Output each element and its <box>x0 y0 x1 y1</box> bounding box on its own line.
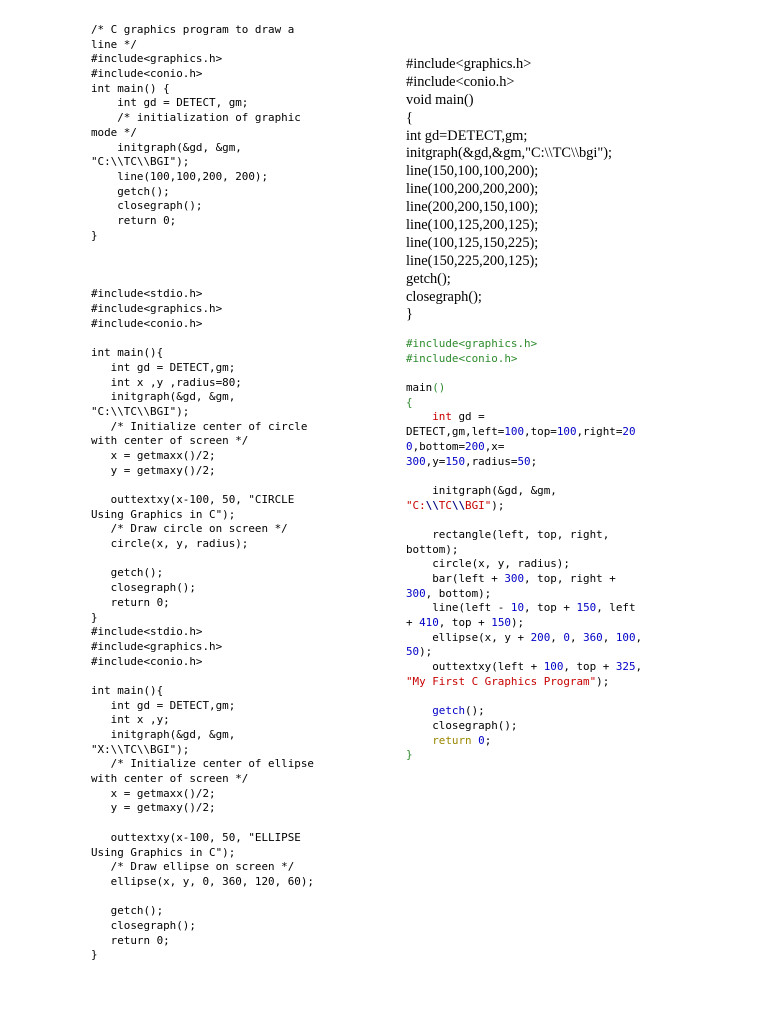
code-line: circle(x, y, radius); <box>91 537 249 551</box>
code-token: rectangle(left, top, right, <box>406 527 610 541</box>
code-line <box>91 258 391 273</box>
code-line: /* C graphics program to draw a <box>91 23 295 36</box>
code-token: 0 <box>406 439 413 453</box>
highlighted-code-line <box>406 660 706 675</box>
highlighted-code-line <box>406 543 706 558</box>
highlighted-code-line <box>406 513 706 528</box>
code-token <box>406 734 432 747</box>
code-line <box>91 273 391 288</box>
code-line: int x ,y ,radius=80; <box>91 375 242 389</box>
code-token: 50 <box>406 645 420 659</box>
code-line: int x ,y; <box>91 713 170 727</box>
code-line: getch(); <box>406 270 451 287</box>
code-token: ); <box>510 616 525 630</box>
highlighted-code-line <box>406 719 706 734</box>
highlighted-code-line <box>406 425 706 440</box>
code-line: "C:\\TC\\BGI"); <box>91 155 190 169</box>
code-line: int main(){ <box>91 683 164 697</box>
highlighted-code-line <box>406 587 706 602</box>
highlighted-code-line <box>406 396 706 411</box>
code-line: closegraph(); <box>406 288 482 305</box>
code-line: int main(){ <box>91 346 164 360</box>
code-line: #include<graphics.h> <box>91 302 223 316</box>
code-token: ,y= <box>425 454 446 468</box>
code-line: #include<conio.h> <box>91 316 203 330</box>
code-token: line(left - <box>406 601 511 615</box>
right-top-code-column <box>406 56 706 324</box>
code-token: , left <box>596 601 636 615</box>
code-line: closegraph(); <box>91 199 203 213</box>
code-line: initgraph(&gd,&gm,"C:\\TC\\bgi"); <box>406 145 613 162</box>
highlighted-code-line <box>406 734 706 749</box>
code-line: line(150,100,100,200); <box>406 163 539 180</box>
code-line <box>91 552 391 567</box>
code-token: , top + <box>524 601 577 615</box>
code-token: 0 <box>478 733 485 747</box>
code-token: , top, right + <box>524 572 616 585</box>
code-token: ellipse(x, y + <box>406 630 531 644</box>
code-token: 100 <box>556 425 577 439</box>
code-token: 100 <box>615 630 636 644</box>
code-token: ; <box>484 733 492 747</box>
code-token: \\ <box>425 498 439 512</box>
code-line: line(100,125,150,225); <box>406 234 539 251</box>
code-line: y = getmaxy()/2; <box>91 801 216 815</box>
code-line: "C:\\TC\\BGI"); <box>91 404 190 418</box>
code-token: (); <box>465 704 485 718</box>
code-line: outtextxy(x-100, 50, "ELLIPSE <box>91 830 301 844</box>
code-token: , <box>550 630 564 644</box>
code-token: { <box>406 395 413 409</box>
code-token: 100 <box>543 660 564 674</box>
code-line: getch(); <box>91 184 170 198</box>
code-line: line(150,225,200,125); <box>406 252 539 269</box>
code-token: ; <box>530 454 538 468</box>
code-line: void main() <box>406 91 474 108</box>
code-token: ,x= <box>484 439 505 453</box>
code-line: ellipse(x, y, 0, 360, 120, 60); <box>91 874 314 888</box>
code-token: return <box>432 733 472 747</box>
code-line <box>91 243 391 258</box>
code-token: BGI" <box>465 498 492 512</box>
code-token: 50 <box>517 454 531 468</box>
code-line <box>91 669 391 684</box>
code-line: y = getmaxy()/2; <box>91 463 216 477</box>
code-token: 300 <box>406 586 426 600</box>
code-line: /* Initialize center of circle <box>91 419 308 433</box>
code-token: 300 <box>504 572 525 585</box>
code-line: /* initialization of graphic <box>91 111 301 125</box>
code-line: #include<stdio.h> <box>91 287 203 301</box>
code-line: return 0; <box>91 213 177 227</box>
code-line: line(100,200,200,200); <box>406 181 539 198</box>
code-token: () <box>432 381 446 395</box>
code-token: initgraph(&gd, &gm, <box>406 483 557 497</box>
code-line: return 0; <box>91 595 170 609</box>
code-token: ,radius= <box>465 454 518 468</box>
code-token: main <box>406 381 433 395</box>
code-line: } <box>91 948 98 962</box>
code-token: 150 <box>576 601 597 615</box>
code-token: 200 <box>530 630 551 644</box>
code-token: 325 <box>615 660 636 674</box>
code-line: int main() { <box>91 81 170 95</box>
code-token: "C: <box>406 498 426 512</box>
code-line: initgraph(&gd, &gm, <box>91 390 236 404</box>
highlighted-code-line <box>406 337 706 352</box>
code-line: /* Draw ellipse on screen */ <box>91 860 295 874</box>
highlighted-code-line <box>406 499 706 514</box>
code-line: { <box>406 109 413 126</box>
code-token: DETECT,gm,left= <box>406 425 505 439</box>
code-token: , <box>635 630 643 644</box>
code-token: circle(x, y, radius); <box>406 557 570 571</box>
code-token: #include<graphics.h> <box>406 337 538 350</box>
code-token: outtextxy(left + <box>406 660 544 674</box>
highlighted-code-line <box>406 352 706 367</box>
code-line: return 0; <box>91 933 170 947</box>
highlighted-code-line <box>406 440 706 455</box>
code-token: closegraph(); <box>406 718 518 732</box>
code-token: ,bottom= <box>412 439 466 453</box>
code-token: , <box>569 630 584 644</box>
code-token: 200 <box>465 439 485 453</box>
code-line: line(200,200,150,100); <box>406 199 539 216</box>
code-line: int gd = DETECT,gm; <box>91 698 236 712</box>
highlighted-code-line <box>406 366 706 381</box>
code-line: #include<conio.h> <box>406 73 515 90</box>
code-token: 360 <box>583 630 603 644</box>
code-line: int gd = DETECT,gm; <box>91 360 236 374</box>
code-token: 0 <box>563 630 570 644</box>
code-line: #include<graphics.h> <box>91 639 223 653</box>
code-token: , bottom); <box>425 586 492 600</box>
code-token <box>406 410 432 423</box>
code-line: } <box>91 610 98 624</box>
left-code-column <box>91 23 391 963</box>
code-token: , top + <box>438 616 492 630</box>
code-token: ); <box>491 498 505 512</box>
code-token <box>406 704 432 717</box>
code-line: x = getmaxx()/2; <box>91 786 216 800</box>
highlighted-code-line <box>406 748 706 763</box>
code-line: } <box>91 228 98 242</box>
code-token: 10 <box>510 601 525 615</box>
code-line: #include<graphics.h> <box>406 56 532 72</box>
code-token: #include<conio.h> <box>406 351 518 365</box>
code-token: , <box>635 660 643 674</box>
code-token: ); <box>596 674 610 688</box>
code-token: } <box>406 748 413 762</box>
code-line: line(100,100,200, 200); <box>91 169 269 183</box>
code-token: int <box>432 410 452 424</box>
code-line: with center of screen */ <box>91 772 249 786</box>
highlighted-code-line <box>406 631 706 646</box>
highlighted-code-line <box>406 557 706 572</box>
code-line: mode */ <box>91 125 137 139</box>
code-line <box>91 816 391 831</box>
code-line: getch(); <box>91 904 164 918</box>
code-line: #include<graphics.h> <box>91 52 223 66</box>
highlighted-code-line <box>406 645 706 660</box>
code-token: "My First C Graphics Program" <box>406 674 597 688</box>
code-token: bottom); <box>406 542 459 556</box>
code-line: closegraph(); <box>91 918 196 932</box>
code-line: x = getmaxx()/2; <box>91 448 216 462</box>
code-line: /* Initialize center of ellipse <box>91 757 314 771</box>
highlighted-code-line <box>406 410 706 425</box>
highlighted-code-line <box>406 616 706 631</box>
code-token: , top + <box>563 660 616 674</box>
code-line: /* Draw circle on screen */ <box>91 522 288 536</box>
code-token: 150 <box>491 616 511 630</box>
code-line: outtextxy(x-100, 50, "CIRCLE <box>91 493 295 506</box>
code-line: line(100,125,200,125); <box>406 217 539 234</box>
code-line: with center of screen */ <box>91 434 249 448</box>
code-line: #include<conio.h> <box>91 654 203 668</box>
code-token: 100 <box>504 425 525 439</box>
code-token: TC <box>438 498 452 512</box>
code-token: 20 <box>622 425 636 439</box>
code-line: #include<conio.h> <box>91 67 203 81</box>
code-token: 300 <box>406 454 426 468</box>
highlighted-code-line <box>406 469 706 484</box>
code-line: } <box>406 306 413 323</box>
highlighted-code-line <box>406 675 706 690</box>
code-token: gd = <box>451 410 485 424</box>
code-token: ,top= <box>524 425 557 439</box>
code-line: initgraph(&gd, &gm, <box>91 140 242 154</box>
highlighted-code-line <box>406 381 706 396</box>
code-token: \\ <box>451 498 466 512</box>
code-line: getch(); <box>91 566 164 580</box>
code-line <box>91 331 391 346</box>
code-line <box>91 478 391 493</box>
code-token: ); <box>419 645 433 659</box>
code-token: , <box>602 630 616 644</box>
code-line <box>91 890 391 905</box>
code-token: + <box>406 616 420 630</box>
highlighted-code-line <box>406 455 706 470</box>
highlighted-code-line <box>406 704 706 719</box>
highlighted-code-line <box>406 601 706 616</box>
code-line: int gd=DETECT,gm; <box>406 127 528 144</box>
code-line: "X:\\TC\\BGI"); <box>91 742 190 756</box>
highlighted-code-line <box>406 528 706 543</box>
code-token: bar(left + <box>406 572 505 585</box>
code-line: initgraph(&gd, &gm, <box>91 728 236 741</box>
code-token: 410 <box>419 616 439 630</box>
code-token: getch <box>432 704 466 718</box>
code-line: #include<stdio.h> <box>91 625 203 639</box>
code-token: ,right= <box>576 425 623 439</box>
right-bottom-code-column <box>406 337 706 763</box>
code-line: Using Graphics in C"); <box>91 845 236 859</box>
code-token: 150 <box>445 454 466 468</box>
code-line: closegraph(); <box>91 581 196 595</box>
code-line: Using Graphics in C"); <box>91 507 236 521</box>
highlighted-code-line <box>406 572 706 587</box>
code-line: line */ <box>91 37 137 51</box>
code-line: int gd = DETECT, gm; <box>91 96 249 110</box>
highlighted-code-line <box>406 484 706 499</box>
highlighted-code-line <box>406 690 706 705</box>
